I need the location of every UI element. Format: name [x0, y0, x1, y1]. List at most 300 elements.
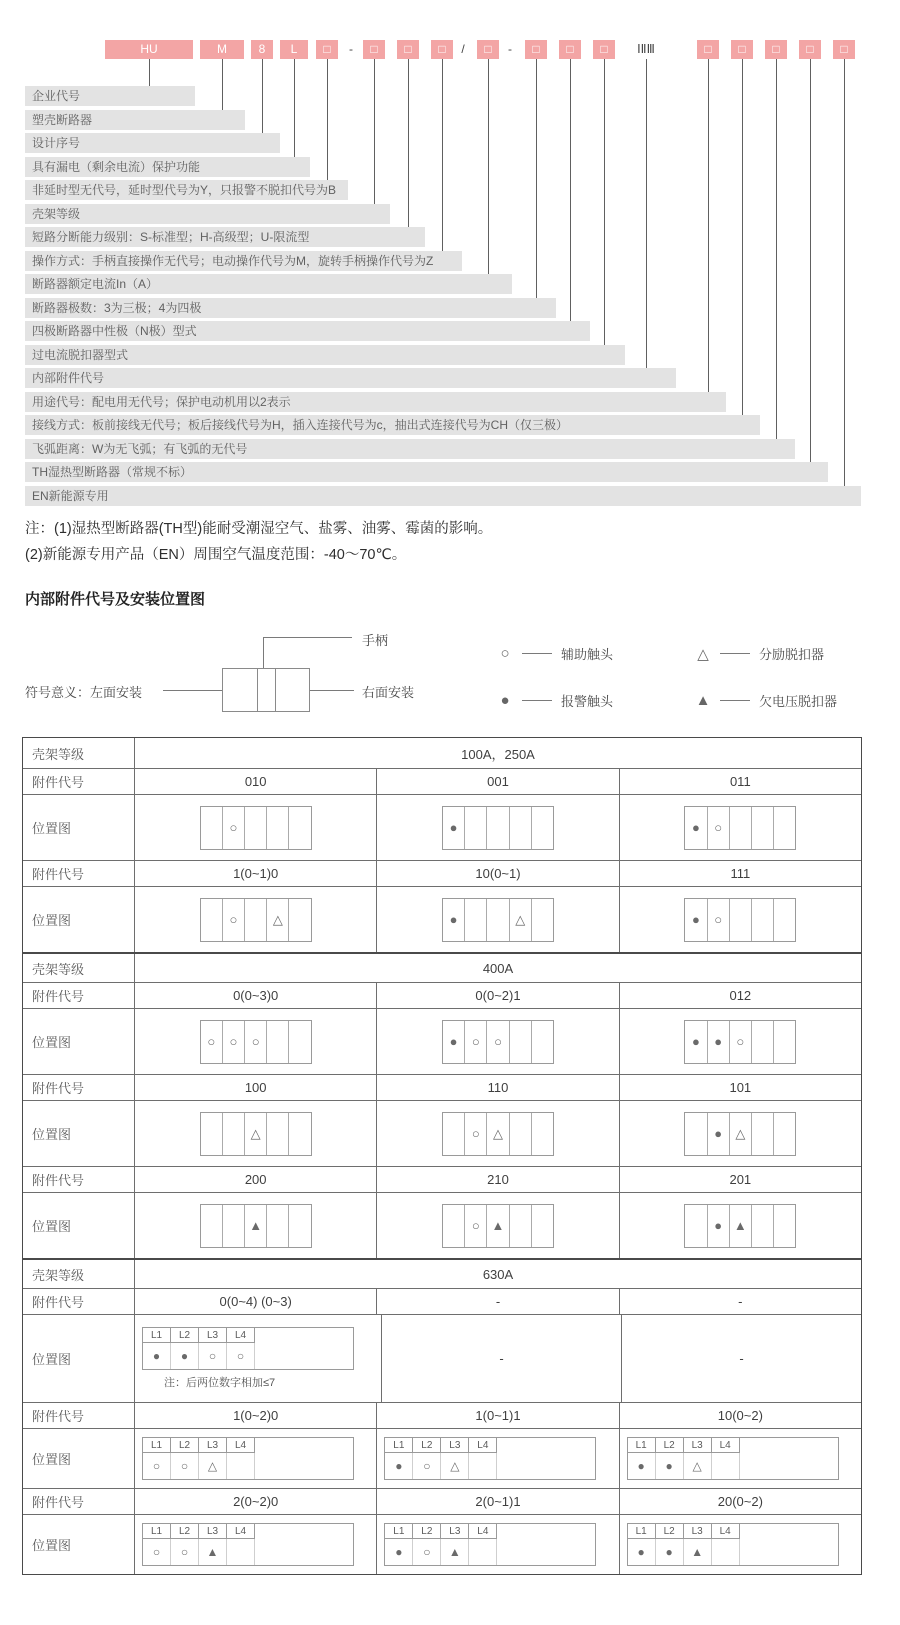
aux-contact-symbol: ○ — [486, 1021, 508, 1063]
pole-header-row — [143, 1438, 353, 1453]
pole-header-cell: L2 — [171, 1524, 199, 1539]
alarm-contact-symbol: ● — [385, 1539, 413, 1565]
legend-item — [495, 644, 693, 663]
alarm-contact-symbol: ● — [628, 1453, 656, 1479]
legend-item — [693, 691, 837, 710]
model-code-box: □ — [697, 40, 719, 59]
empty-slot — [222, 1113, 244, 1155]
position-diagram — [376, 1193, 618, 1258]
connector-line — [262, 59, 263, 135]
pole-header-cell: L3 — [199, 1524, 227, 1539]
pole-header-row — [143, 1524, 353, 1539]
empty-slot — [288, 899, 310, 941]
accessory-code: 2(0~1)1 — [376, 1489, 618, 1514]
accessory-code: 010 — [244, 774, 267, 789]
breaker-divider — [275, 669, 276, 711]
table-row — [23, 768, 861, 794]
aux-contact-symbol: ○ — [207, 1034, 216, 1049]
shunt-release-symbol: △ — [266, 899, 288, 941]
table-row — [23, 1402, 861, 1428]
row-content — [135, 1167, 861, 1192]
row-content — [135, 1193, 861, 1258]
row-content — [135, 954, 861, 982]
accessory-code-label: 附件代号 — [23, 1489, 135, 1514]
row-content — [135, 1489, 861, 1514]
aux-contact-symbol: ○ — [222, 1021, 244, 1063]
accessory-code: 012 — [619, 983, 861, 1008]
accessory-code: 111 — [619, 861, 861, 886]
pole-symbol-row — [143, 1539, 353, 1565]
empty-slot — [509, 1205, 531, 1247]
breaker-slot-diagram — [442, 1020, 554, 1064]
accessory-code: 10(0~2) — [619, 1403, 861, 1428]
position-diagram — [619, 1515, 861, 1574]
table-row — [23, 952, 861, 982]
row-content — [135, 887, 861, 952]
row-content — [135, 1429, 861, 1488]
pole-header-cell: L4 — [227, 1524, 255, 1539]
empty-slot — [531, 1205, 553, 1247]
accessory-code: 2(0~2)0 — [233, 1494, 279, 1509]
position-diagram-label: 位置图 — [23, 795, 135, 860]
position-diagram-label: 位置图 — [23, 1515, 135, 1574]
notes-block — [25, 516, 492, 568]
empty-slot — [486, 807, 508, 849]
empty-slot — [201, 899, 222, 941]
alarm-contact-symbol: ● — [628, 1539, 656, 1565]
aux-contact-symbol: ○ — [143, 1539, 171, 1565]
connector-line — [708, 59, 709, 394]
table-row — [23, 1314, 861, 1402]
breaker-slot-diagram — [200, 806, 312, 850]
code-meaning-label: 过电流脱扣器型式 — [25, 345, 625, 365]
undervoltage-release-icon: ▲ — [695, 692, 711, 709]
section-title: 内部附件代号及安装位置图 — [25, 591, 206, 608]
empty-slot — [443, 1205, 464, 1247]
aux-contact-symbol: ○ — [464, 1205, 486, 1247]
aux-contact-symbol: ○ — [244, 1021, 266, 1063]
undervoltage-release-symbol: ▲ — [729, 1205, 751, 1247]
accessory-code-label: 附件代号 — [23, 1167, 135, 1192]
position-diagram-label: 位置图 — [23, 1429, 135, 1488]
alarm-contact-symbol: ● — [707, 1021, 729, 1063]
accessory-code: 1(0~2)0 — [233, 1408, 279, 1423]
aux-contact-symbol: ○ — [171, 1453, 199, 1479]
aux-contact-symbol: ○ — [413, 1453, 441, 1479]
model-code-box: □ — [316, 40, 338, 59]
model-code-box: □ — [731, 40, 753, 59]
breaker-slot-diagram — [442, 1204, 554, 1248]
code-meaning-label: EN新能源专用 — [25, 486, 861, 506]
accessory-code-label: 附件代号 — [23, 861, 135, 886]
legend-dash-line — [720, 700, 750, 701]
empty-slot — [773, 1113, 795, 1155]
frame-rating-label: 壳架等级 — [23, 954, 135, 982]
alarm-contact-symbol: ● — [449, 912, 458, 927]
empty-slot — [531, 1113, 553, 1155]
connector-line — [844, 59, 845, 488]
legend-label: 欠电压脱扣器 — [759, 694, 838, 709]
position-diagram — [135, 887, 376, 952]
empty-slot — [509, 1113, 531, 1155]
empty-slot — [773, 807, 795, 849]
empty-slot — [227, 1539, 255, 1565]
pole-diagram-wrap — [384, 1523, 596, 1566]
pole-header-cell: L4 — [712, 1524, 740, 1539]
position-diagram — [619, 1429, 861, 1488]
breaker-symbol-diagram — [222, 668, 310, 712]
connector-line — [536, 59, 537, 300]
accessory-code: 210 — [376, 1167, 618, 1192]
empty-slot — [464, 899, 486, 941]
empty-slot — [773, 1021, 795, 1063]
alarm-contact-symbol: ● — [171, 1343, 199, 1369]
pole-symbol-row — [385, 1539, 595, 1565]
accessory-code: 001 — [376, 769, 618, 794]
accessory-code: 100 — [244, 1080, 267, 1095]
accessory-code: 0(0~3)0 — [233, 988, 279, 1003]
table-row — [23, 1074, 861, 1100]
table-row — [23, 1428, 861, 1488]
position-diagram — [619, 1101, 861, 1166]
pole-header-cell: L4 — [469, 1524, 497, 1539]
table-row — [23, 1192, 861, 1258]
code-meaning-label: 断路器额定电流In（A） — [25, 274, 512, 294]
pole-position-diagram — [627, 1437, 839, 1480]
pole-diagram-wrap — [142, 1437, 354, 1480]
accessory-code: 10(0~1) — [376, 861, 618, 886]
handle-label: 手柄 — [362, 633, 389, 648]
breaker-slot-diagram — [200, 1112, 312, 1156]
alarm-contact-symbol: ● — [385, 1453, 413, 1479]
breaker-slot-diagram — [684, 806, 796, 850]
empty-slot — [469, 1453, 497, 1479]
pole-header-cell: L1 — [628, 1438, 656, 1453]
alarm-contact-symbol: ● — [707, 1113, 729, 1155]
pole-header-row — [143, 1328, 353, 1343]
code-meaning-label: 具有漏电（剩余电流）保护功能 — [25, 157, 310, 177]
pole-symbol-row — [143, 1453, 353, 1479]
accessory-code-label: 附件代号 — [23, 1289, 135, 1314]
pole-position-diagram — [627, 1523, 839, 1566]
legend-label: 报警触头 — [561, 694, 614, 709]
aux-contact-symbol: ○ — [707, 807, 729, 849]
pole-header-cell: L2 — [413, 1438, 441, 1453]
row-content — [135, 1009, 861, 1074]
model-code-box: □ — [593, 40, 615, 59]
pole-header-cell: L3 — [684, 1524, 712, 1539]
pole-diagram-wrap — [627, 1437, 839, 1480]
pole-header-cell: L1 — [143, 1524, 171, 1539]
table-row — [23, 860, 861, 886]
model-code-box: □ — [833, 40, 855, 59]
connector-line — [810, 59, 811, 464]
empty-slot — [685, 1205, 706, 1247]
model-code-separator: - — [349, 42, 353, 56]
aux-contact-symbol: ○ — [199, 1343, 227, 1369]
pole-symbol-row — [628, 1539, 838, 1565]
row-content — [135, 769, 861, 794]
row-content — [135, 1289, 861, 1314]
connector-line — [222, 59, 223, 112]
pole-header-cell: L4 — [227, 1328, 255, 1343]
pole-header-cell: L2 — [413, 1524, 441, 1539]
connector-line — [570, 59, 571, 323]
position-diagram — [376, 1515, 618, 1574]
table-row — [23, 1166, 861, 1192]
empty-slot — [227, 1453, 255, 1479]
code-meaning-label: 壳架等级 — [25, 204, 390, 224]
code-meaning-label: 塑壳断路器 — [25, 110, 245, 130]
row-content — [135, 983, 861, 1008]
pole-header-cell: L3 — [684, 1438, 712, 1453]
empty-slot — [531, 1021, 553, 1063]
row-content — [135, 1403, 861, 1428]
model-code-box: □ — [397, 40, 419, 59]
code-meaning-label: 用途代号：配电用无代号；保护电动机用以2表示 — [25, 392, 726, 412]
empty-slot — [531, 807, 553, 849]
table-row — [23, 1258, 861, 1288]
table-row — [23, 886, 861, 952]
pole-header-row — [385, 1438, 595, 1453]
accessory-code: 200 — [244, 1172, 267, 1187]
empty-slot — [464, 807, 486, 849]
aux-contact-symbol: ○ — [464, 1021, 486, 1063]
empty-slot — [469, 1539, 497, 1565]
pole-position-diagram — [142, 1523, 354, 1566]
empty-slot — [201, 1205, 222, 1247]
no-diagram-dash: - — [739, 1351, 744, 1366]
legend-section — [0, 622, 900, 727]
empty-slot — [712, 1453, 740, 1479]
position-diagram — [619, 1193, 861, 1258]
row-content — [135, 1260, 861, 1288]
table-row — [23, 1100, 861, 1166]
empty-slot — [201, 1113, 222, 1155]
pole-header-cell: L2 — [656, 1438, 684, 1453]
empty-slot — [222, 1205, 244, 1247]
model-code-box: □ — [559, 40, 581, 59]
model-code-box: 8 — [251, 40, 273, 59]
position-diagram — [376, 1101, 618, 1166]
connector-line — [294, 59, 295, 159]
position-diagram — [376, 887, 618, 952]
breaker-slot-diagram — [200, 1204, 312, 1248]
undervoltage-release-symbol: ▲ — [244, 1205, 266, 1247]
undervoltage-release-symbol: ▲ — [486, 1205, 508, 1247]
handle-pointer-line — [263, 637, 352, 638]
shunt-release-symbol: △ — [486, 1113, 508, 1155]
empty-slot — [443, 1113, 464, 1155]
model-code-box: □ — [525, 40, 547, 59]
position-diagram-label: 位置图 — [23, 1193, 135, 1258]
empty-slot — [288, 1205, 310, 1247]
empty-slot — [486, 899, 508, 941]
model-code-box: HU — [105, 40, 193, 59]
position-diagram — [619, 795, 861, 860]
breaker-slot-diagram — [684, 1204, 796, 1248]
code-meaning-label: 操作方式：手柄直接操作无代号；电动操作代号为M，旋转手柄操作代号为Z — [25, 251, 462, 271]
pole-header-cell: L1 — [385, 1524, 413, 1539]
position-diagram — [135, 1515, 376, 1574]
code-meaning-label: 设计序号 — [25, 133, 280, 153]
empty-slot — [288, 1113, 310, 1155]
accessory-code: 011 — [619, 769, 861, 794]
empty-slot — [509, 807, 531, 849]
undervoltage-release-symbol: ▲ — [684, 1539, 712, 1565]
right-mount-line — [310, 690, 354, 691]
accessory-code: 1(0~1)0 — [233, 866, 279, 881]
position-diagram — [376, 795, 618, 860]
undervoltage-release-symbol: ▲ — [199, 1539, 227, 1565]
code-meaning-label: 非延时型无代号，延时型代号为Y，只报警不脱扣代号为B — [25, 180, 348, 200]
model-code-box: □ — [431, 40, 453, 59]
alarm-contact-symbol: ● — [691, 820, 700, 835]
aux-contact-symbol: ○ — [222, 899, 244, 941]
empty-slot — [266, 807, 288, 849]
note-line-2: (2)新能源专用产品（EN）周围空气温度范围：-40～70℃。 — [25, 547, 407, 563]
code-meaning-label: 短路分断能力级别：S-标准型；H-高级型；U-限流型 — [25, 227, 425, 247]
position-diagram — [619, 1009, 861, 1074]
frame-rating-label: 壳架等级 — [23, 1260, 135, 1288]
table-row — [23, 738, 861, 768]
code-meaning-label: 四极断路器中性极（N极）型式 — [25, 321, 590, 341]
pole-header-cell: L1 — [385, 1438, 413, 1453]
row-content — [135, 738, 861, 768]
shunt-release-symbol: △ — [509, 899, 531, 941]
mounting-meaning-label: 符号意义：左面安装 — [25, 685, 143, 700]
empty-slot — [729, 899, 751, 941]
pole-symbol-row — [143, 1343, 353, 1369]
pole-diagram-wrap — [384, 1437, 596, 1480]
alarm-contact-symbol: ● — [691, 912, 700, 927]
pole-diagram-wrap — [142, 1523, 354, 1566]
legend-label: 辅助触头 — [561, 647, 614, 662]
pole-header-cell: L4 — [227, 1438, 255, 1453]
frame-rating-value: 400A — [482, 960, 514, 976]
pole-header-cell: L3 — [199, 1328, 227, 1343]
legend-item — [693, 644, 837, 663]
aux-contact-symbol: ○ — [707, 899, 729, 941]
empty-slot — [712, 1539, 740, 1565]
aux-contact-symbol: ○ — [171, 1539, 199, 1565]
empty-slot — [685, 1113, 706, 1155]
position-diagram — [135, 1101, 376, 1166]
shunt-release-icon: △ — [697, 645, 709, 663]
pole-header-cell: L2 — [171, 1438, 199, 1453]
code-meaning-label: TH湿热型断路器（常规不标） — [25, 462, 828, 482]
shunt-release-symbol: △ — [244, 1113, 266, 1155]
pole-header-cell: L3 — [441, 1438, 469, 1453]
model-code-box: □ — [765, 40, 787, 59]
accessory-code-label: 附件代号 — [23, 1403, 135, 1428]
accessory-code: - — [619, 1289, 861, 1314]
code-meaning-label: 内部附件代号 — [25, 368, 676, 388]
empty-slot — [751, 1113, 773, 1155]
pole-position-diagram — [142, 1437, 354, 1480]
breaker-slot-diagram — [442, 1112, 554, 1156]
legend-dash-line — [522, 653, 552, 654]
connector-line — [408, 59, 409, 229]
breaker-slot-diagram — [684, 1020, 796, 1064]
undervoltage-release-symbol: ▲ — [441, 1539, 469, 1565]
frame-rating-label: 壳架等级 — [23, 738, 135, 768]
empty-slot — [531, 899, 553, 941]
empty-slot — [751, 807, 773, 849]
position-diagram-label: 位置图 — [23, 887, 135, 952]
accessory-code: 0(0~4) (0~3) — [219, 1294, 292, 1309]
table-row — [23, 1288, 861, 1314]
empty-slot — [266, 1205, 288, 1247]
pole-header-cell: L1 — [143, 1328, 171, 1343]
breaker-slot-diagram — [442, 898, 554, 942]
aux-contact-symbol: ○ — [729, 1021, 751, 1063]
position-diagram — [135, 795, 376, 860]
empty-slot — [288, 807, 310, 849]
accessory-code: 201 — [619, 1167, 861, 1192]
table-row — [23, 1488, 861, 1514]
empty-slot — [201, 807, 222, 849]
legend-item — [495, 691, 693, 710]
row-content — [135, 861, 861, 886]
alarm-contact-symbol: ● — [143, 1343, 171, 1369]
pole-position-diagram — [384, 1437, 596, 1480]
empty-slot — [773, 1205, 795, 1247]
aux-contact-symbol: ○ — [143, 1453, 171, 1479]
position-diagram-label: 位置图 — [23, 1009, 135, 1074]
accessory-code: 0(0~2)1 — [376, 983, 618, 1008]
position-diagram-label: 位置图 — [23, 1315, 135, 1402]
left-mount-line — [163, 690, 222, 691]
connector-line — [646, 59, 647, 370]
code-meaning-label: 断路器极数：3为三极；4为四极 — [25, 298, 556, 318]
pole-position-diagram — [384, 1523, 596, 1566]
note-line-1: 注：(1)湿热型断路器(TH型)能耐受潮湿空气、盐雾、油雾、霉菌的影响。 — [25, 521, 493, 537]
accessory-code: 101 — [619, 1075, 861, 1100]
accessory-position-table — [22, 737, 862, 1575]
pole-header-row — [628, 1524, 838, 1539]
pole-header-cell: L3 — [199, 1438, 227, 1453]
aux-contact-symbol: ○ — [227, 1343, 255, 1369]
diagram-note: 注：后两位数字相加≤7 — [164, 1377, 276, 1389]
position-diagram — [621, 1315, 861, 1402]
connector-line — [742, 59, 743, 417]
accessory-code-label: 附件代号 — [23, 1075, 135, 1100]
empty-slot — [751, 1021, 773, 1063]
code-meaning-label: 企业代号 — [25, 86, 195, 106]
accessory-code: 1(0~1)1 — [376, 1403, 618, 1428]
alarm-contact-symbol: ● — [656, 1453, 684, 1479]
position-diagram — [135, 1429, 376, 1488]
empty-slot — [244, 807, 266, 849]
connector-line — [488, 59, 489, 276]
row-content — [135, 1515, 861, 1574]
model-code-box: □ — [799, 40, 821, 59]
pole-position-diagram — [142, 1327, 354, 1370]
position-diagram — [619, 887, 861, 952]
alarm-contact-symbol: ● — [707, 1205, 729, 1247]
connector-line — [374, 59, 375, 206]
table-row — [23, 982, 861, 1008]
pole-symbol-row — [628, 1453, 838, 1479]
shunt-release-symbol: △ — [199, 1453, 227, 1479]
model-code-box: M — [200, 40, 244, 59]
breaker-slot-diagram — [200, 1020, 312, 1064]
empty-slot — [288, 1021, 310, 1063]
handle-pointer-line — [263, 637, 264, 668]
pole-header-row — [385, 1524, 595, 1539]
pole-symbol-row — [385, 1453, 595, 1479]
